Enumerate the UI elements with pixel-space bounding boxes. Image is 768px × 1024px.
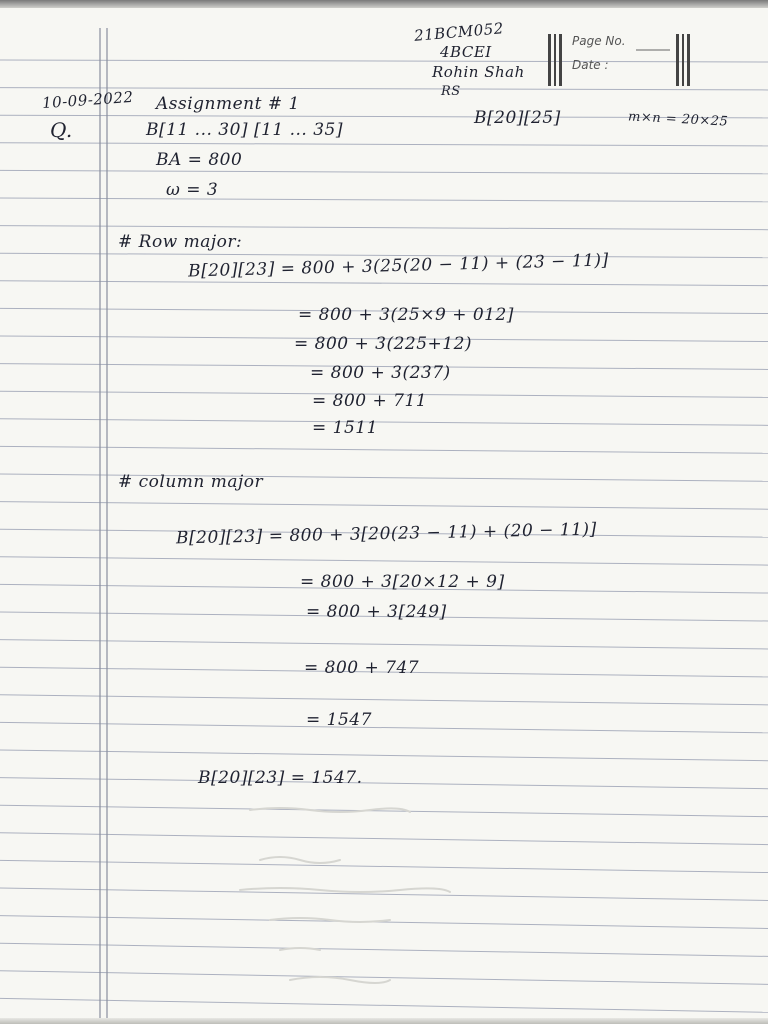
row-major-line: = 800 + 711 [312, 391, 428, 411]
column-major-line: = 800 + 3[249] [306, 602, 447, 622]
array-declaration: B[11 ... 30] [11 ... 35] [146, 120, 343, 140]
ruled-line [0, 722, 768, 732]
show-through-marks [230, 790, 550, 1010]
column-major-line: = 800 + 747 [304, 658, 420, 678]
assignment-title: Assignment # 1 [156, 94, 300, 114]
column-major-line: B[20][23] = 800 + 3[20(23 − 11) + (20 − 11)] [175, 519, 597, 549]
roll-number: 21BCM052 [413, 19, 505, 45]
ruled-line [0, 60, 768, 62]
ruled-line [0, 750, 768, 761]
question-marker: Q. [50, 118, 73, 142]
ruled-line [0, 198, 768, 202]
date-label: Date : [572, 58, 609, 72]
ruled-line [0, 281, 768, 286]
final-answer: B[20][23] = 1547. [198, 768, 363, 788]
column-major-heading: # column major [118, 472, 264, 492]
page-no-label: Page No. [572, 34, 626, 48]
ruled-line [0, 419, 768, 426]
row-major-line: B[20][23] = 800 + 3(25(20 − 11) + (23 − 11)] [187, 250, 609, 282]
ruled-line [0, 640, 768, 649]
ruled-line [0, 695, 768, 705]
assignment-date: 10-09-2022 [41, 87, 135, 113]
array-dims: B[20][25] [474, 108, 561, 128]
student-initials: RS [441, 84, 461, 99]
class-code: 4BCEI [440, 43, 492, 61]
base-address: BA = 800 [156, 150, 243, 170]
row-major-line: = 800 + 3(225+12) [294, 334, 473, 354]
column-major-result: = 1547 [306, 710, 372, 730]
student-name: Rohin Shah [432, 63, 525, 81]
m-by-n: m×n = 20×25 [627, 109, 729, 130]
ruled-line [0, 170, 768, 173]
right-header-bars [676, 34, 690, 86]
word-size: ω = 3 [166, 180, 219, 200]
left-header-bars [548, 34, 562, 86]
column-major-line: = 800 + 3[20×12 + 9] [300, 572, 505, 592]
page-bottom-edge [0, 1018, 768, 1024]
row-major-line: = 800 + 3(237) [310, 363, 451, 383]
ruled-line [0, 557, 768, 565]
row-major-result: = 1511 [312, 418, 378, 438]
ruled-line [0, 143, 768, 146]
ruled-line [0, 474, 768, 481]
row-major-heading: # Row major: [118, 232, 243, 252]
row-major-line: = 800 + 3(25×9 + 012] [298, 305, 514, 325]
page-no-underline [636, 48, 670, 52]
ruled-line [0, 226, 768, 230]
ruled-line [0, 446, 768, 453]
ruled-line [0, 778, 768, 789]
ruled-line [0, 502, 768, 510]
